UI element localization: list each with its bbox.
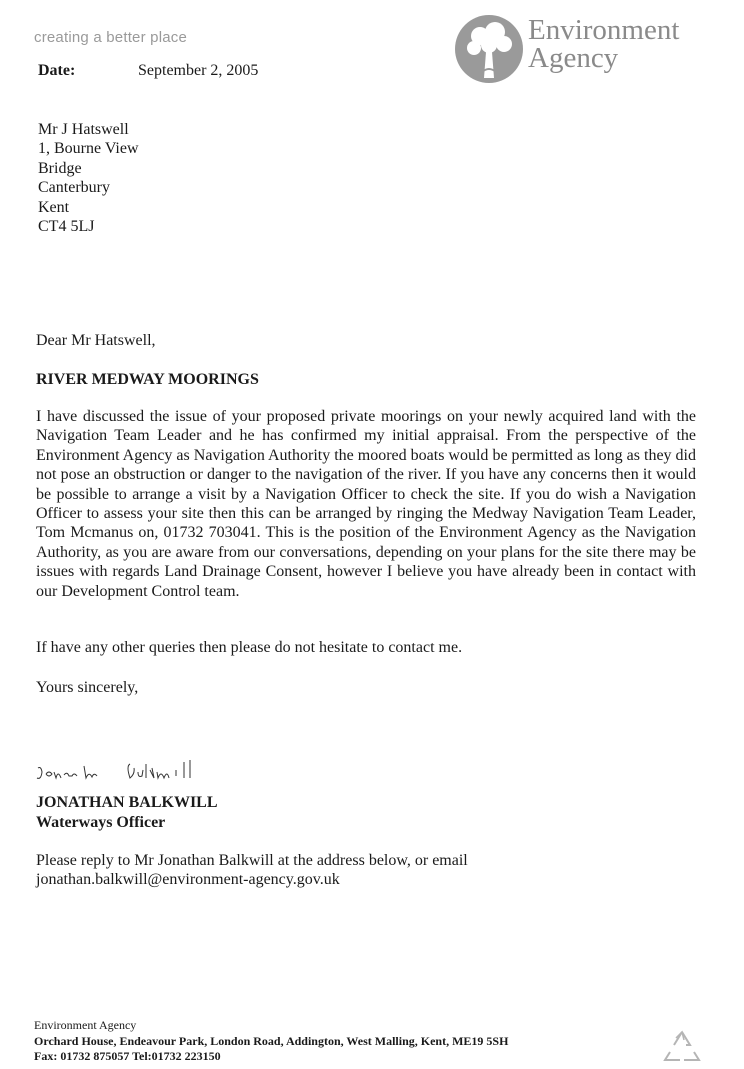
logo-text-line2: Agency <box>528 42 619 74</box>
body-paragraph: I have discussed the issue of your proposed private moorings on your newly acquired land with the Navigation Team Leader and he has confirmed my initial appraisal. From the perspective of the Environment Agency as Navigation Authority the moored boats would be permitted as long as they did not pose an obstruction or danger to the navigation of the river. If you have any concerns then it would be possible to arrange a visit by a Navigation Officer to check the site. If you do wish a Navigation Officer to assess your site then this can be arranged by ringing the Medway Navigation Team Leader, Tom Mcmanus on, 01732 703041. This is the position of the Environment Agency as the Navigation Authority, as you are aware from our conversations, depending on your plans for the site there may be issues with regards Land Drainage Consent, however I believe you have already been in contact with our Development Control team. <box>36 408 696 600</box>
reply-instructions <box>36 851 468 890</box>
footer-address: Orchard House, Endeavour Park, London Road, Addington, West Malling, Kent, ME19 5SH <box>34 1033 509 1048</box>
tree-icon <box>452 12 526 86</box>
recycle-icon <box>662 1028 702 1064</box>
environment-agency-logo <box>452 12 712 88</box>
address-line: Canterbury <box>38 179 110 197</box>
signatory-title: Waterways Officer <box>36 814 166 831</box>
footer-org: Environment Agency <box>34 1018 137 1032</box>
reply-line: Please reply to Mr Jonathan Balkwill at the address below, or email <box>36 852 468 869</box>
date-value: September 2, 2005 <box>138 62 259 79</box>
footer-contact: Fax: 01732 875057 Tel:01732 223150 <box>34 1049 221 1063</box>
address-line: Bridge <box>38 159 82 177</box>
address-line: 1, Bourne View <box>38 140 139 158</box>
logo-wordmark <box>528 16 679 72</box>
closing: Yours sincerely, <box>36 679 139 696</box>
address-line: Kent <box>38 198 70 216</box>
recipient-address <box>38 120 139 236</box>
subject-heading: RIVER MEDWAY MOORINGS <box>36 371 259 388</box>
body-paragraph-queries: If have any other queries then please do not hesitate to contact me. <box>36 639 463 656</box>
tagline: creating a better place <box>34 29 188 46</box>
address-line: Mr J Hatswell <box>38 121 129 138</box>
address-line: CT4 5LJ <box>38 218 95 236</box>
handwritten-signature <box>34 756 224 790</box>
salutation: Dear Mr Hatswell, <box>36 332 156 349</box>
logo-text-line1: Environment <box>528 14 680 46</box>
date-label: Date: <box>38 62 76 79</box>
reply-email: jonathan.balkwill@environment-agency.gov.uk <box>36 871 340 889</box>
signatory-name: JONATHAN BALKWILL <box>36 794 218 811</box>
footer <box>34 1018 508 1065</box>
